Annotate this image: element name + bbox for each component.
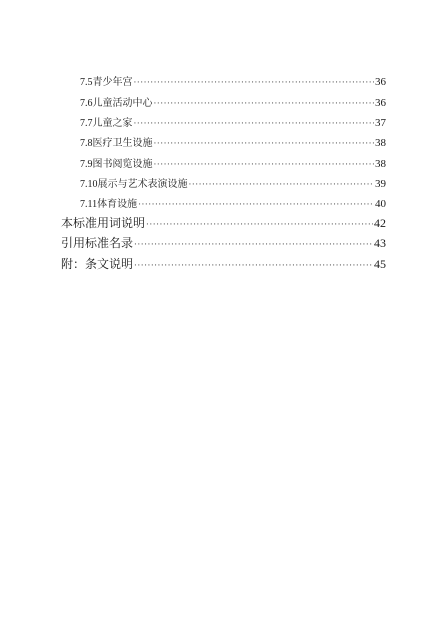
dot-leader [154,160,375,170]
toc-entry-7-5[interactable] [80,73,386,88]
toc-entry-7-6[interactable] [80,94,386,109]
toc-entry-page: 37 [375,117,386,129]
toc-entry-number: 7.11 [80,199,98,210]
toc-entry-page: 36 [375,97,386,109]
toc-entry-number: 7.7 [80,118,93,129]
dot-leader [146,220,373,230]
dot-leader [154,139,375,149]
toc-entry-7-10[interactable] [80,175,386,190]
toc-entry-7-8[interactable] [80,134,386,149]
toc-entry-title: 图书阅览设施 [92,159,153,170]
toc-section-title: 附：条文说明 [61,257,134,271]
dot-leader [134,261,373,271]
dot-leader [134,119,375,129]
toc-entry-title: 青少年宫 [92,77,133,88]
toc-entry-page: 38 [375,158,386,170]
toc-entry-number: 7.6 [80,98,93,109]
toc-section-page: 42 [374,216,386,230]
toc-entry-title: 体育设施 [97,199,138,210]
toc-entry-title: 儿童活动中心 [92,98,153,109]
toc-section-page: 45 [374,257,386,271]
dot-leader [134,78,375,88]
toc-section-title: 本标准用词说明 [61,216,146,230]
toc-entry-page: 40 [375,198,386,210]
toc-entry-7-9[interactable] [80,155,386,170]
dot-leader [189,180,375,190]
toc-entry-7-11[interactable] [80,195,386,210]
dot-leader [134,240,373,250]
toc-section-terms[interactable] [61,214,386,231]
toc-entry-title: 医疗卫生设施 [92,138,153,149]
toc-section-title: 引用标准名录 [61,236,134,250]
toc-entry-number: 7.9 [80,159,93,170]
toc-entry-page: 36 [375,76,386,88]
toc-entry-page: 38 [375,137,386,149]
toc-entry-title: 展示与艺术表演设施 [97,179,188,190]
toc-entry-number: 7.8 [80,138,93,149]
toc-entry-page: 39 [375,178,386,190]
toc-entry-title: 儿童之家 [92,118,133,129]
toc-entry-7-7[interactable] [80,114,386,129]
toc-section-explanation[interactable] [61,255,386,272]
toc-entry-number: 7.10 [80,179,98,190]
toc-section-page: 43 [374,236,386,250]
toc-entry-number: 7.5 [80,77,93,88]
toc-section-references[interactable] [61,234,386,251]
dot-leader [154,99,375,109]
dot-leader [138,200,374,210]
